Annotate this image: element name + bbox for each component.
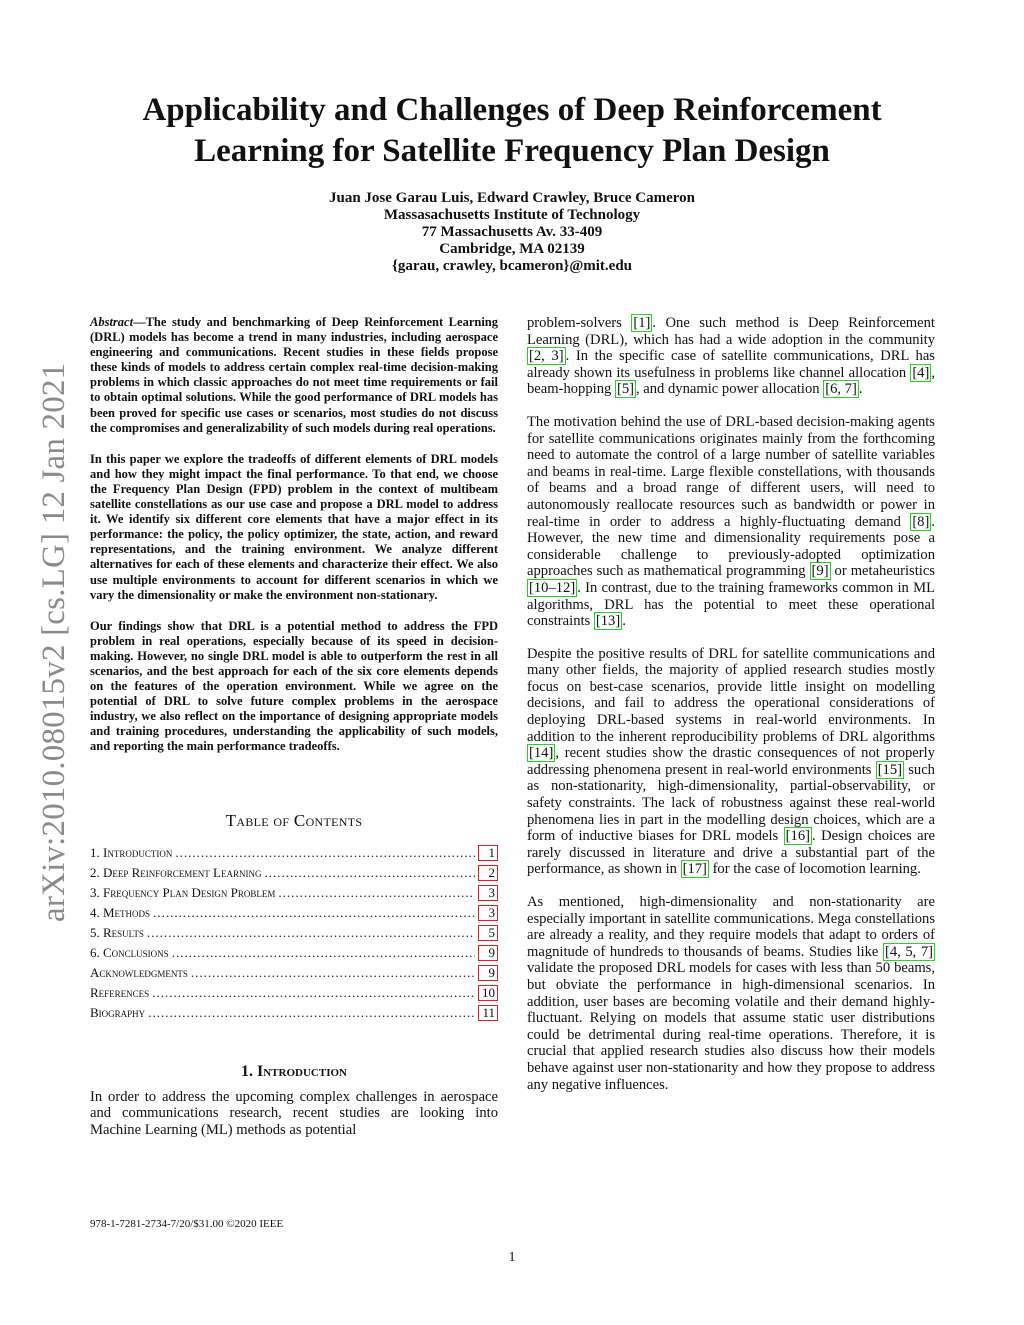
text-run: Despite the positive results of DRL for satellite communications and many other fields, the majority of applied research studies mostly focus on best-case scenarios, provide little insight on modelling decisions, and fail to address the operational considerations of deploying DRL-based systems in real-world environments. In addition to the inherent reproducibility problems of DRL algorithms: [527, 645, 935, 745]
toc-entry-label[interactable]: Acknowledgments: [90, 964, 188, 980]
citation-link[interactable]: [6, 7]: [825, 381, 857, 398]
text-run: , beam-hopping: [527, 364, 935, 398]
right-column: [527, 315, 935, 1109]
author-email[interactable]: {garau, crawley, bcameron}@mit.edu: [391, 258, 633, 274]
text-run: As mentioned, high-dimensionality and non-stationarity are especially important in satellite communications. Mega constellations are already a reality, and they require models that adapt to orders of magnitude of hundreds to thousands of beams. Studies like: [527, 894, 935, 960]
citation-link[interactable]: [14]: [529, 745, 554, 762]
text-run: . In contrast, due to the training frameworks common in ML algorithms, DRL has the potential to meet these operational constraints: [527, 579, 935, 630]
citation-link[interactable]: [8]: [912, 513, 930, 530]
text-run: validate the proposed DRL models for cases with less than 50 beams, but obviate the performance in high-dimensional scenarios. In addition, user bases are becoming volatile and their demand highly-fluctuant. Relying on models that assume static user distributions could be detrimental during real-time operations. Therefore, it is crucial that applied research studies also discuss how their models behave against user non-stationarity and how they propose to address any negative influences.: [527, 960, 935, 1093]
toc-page-link[interactable]: 9: [478, 965, 498, 981]
toc-entry[interactable]: [90, 883, 498, 903]
text-run: , and dynamic power allocation: [635, 381, 824, 398]
toc-entry-label[interactable]: 6. Conclusions: [90, 944, 169, 960]
copyright-notice: 978-1-7281-2734-7/20/$31.00 ©2020 IEEE: [90, 1218, 284, 1230]
abstract-paragraph-3: Our findings show that DRL is a potential method to address the FPD problem in real operations, especially because of its speed in decision-making. However, no single DRL model is able to outperform the rest in all scenarios, and the best approach for each of the six core elements depends on the features of the operation environment. While we agree on the potential of DRL to solve future complex problems in the aerospace industry, we also reflect on the importance of designing appropriate models and training procedures, understanding the applicability of such models, and reporting the main performance tradeoffs.: [90, 618, 498, 754]
citation-link[interactable]: [13]: [595, 613, 621, 630]
toc-page-link[interactable]: 3: [478, 885, 498, 901]
toc-entry-label[interactable]: 2. Deep Reinforcement Learning: [90, 864, 262, 880]
toc-leader: [153, 903, 475, 923]
author-institution: Massasachusetts Institute of Technology: [383, 207, 641, 223]
toc-leader: [265, 863, 476, 883]
text-run: . One such method is Deep Reinforcement Learning (DRL), which has had a wide adoption in the community: [527, 315, 935, 348]
toc-page-link[interactable]: 3: [478, 905, 498, 921]
citation-link[interactable]: [16]: [785, 828, 810, 845]
abstract-text-1: The study and benchmarking of Deep Reinforcement Learning (DRL) models has become a trend in many industries, including aerospace engineering and communications. Recent studies in these fields propose these kinds of models to address certain complex real-time decision-making problems in which classic approaches do not meet time requirements or fail to obtain optimal solutions. While the good performance of DRL models has been proved for specific use cases or scenarios, most studies do not discuss the compromises and generalizability of such models during real operations.: [90, 315, 498, 435]
body-paragraph-4: [527, 894, 935, 1093]
text-run: . Design choices are rarely discussed in literature and drive a substantial part of the performance, as shown in: [527, 828, 936, 878]
toc-leader: [278, 883, 475, 903]
author-block: [200, 190, 824, 275]
citation-link[interactable]: [2, 3]: [529, 348, 564, 365]
left-column: [90, 315, 498, 1154]
citation-link[interactable]: [1]: [633, 315, 651, 331]
toc-leader: [148, 1003, 475, 1023]
toc-entry-label[interactable]: 3. Frequency Plan Design Problem: [90, 884, 276, 900]
toc-entry-label[interactable]: 5. Results: [90, 924, 144, 940]
toc-page-link[interactable]: 10: [478, 985, 498, 1001]
citation-link[interactable]: [10–12]: [529, 579, 576, 596]
arxiv-identifier: arXiv:2010.08015v2 [cs.LG] 12 Jan 2021: [36, 362, 72, 922]
toc-entry[interactable]: [90, 963, 498, 983]
text-run: , recent studies show the drastic consequences of not properly addressing phenomena present in real-world environments: [527, 745, 935, 778]
text-run: .: [858, 381, 863, 398]
toc-page-link[interactable]: 5: [478, 925, 498, 941]
citation-link[interactable]: [5]: [616, 381, 634, 398]
toc-page-link[interactable]: 9: [478, 945, 498, 961]
author-city: Cambridge, MA 02139: [439, 241, 585, 257]
toc-entry[interactable]: [90, 903, 498, 923]
text-run: . However, the new time and dimensionality requirements pose a considerable challenge to previously-adopted optimization approaches such as mathematical programming: [527, 513, 935, 580]
author-address: 77 Massachusetts Av. 33-409: [421, 224, 603, 240]
introduction-text: [90, 1089, 498, 1139]
body-paragraph-1: [527, 315, 935, 398]
abstract-dash: —: [133, 315, 146, 329]
toc-entry-label[interactable]: 1. Introduction: [90, 844, 173, 860]
citation-link[interactable]: [17]: [682, 861, 707, 878]
toc-entry[interactable]: [90, 843, 498, 863]
body-paragraph-2: [527, 414, 935, 630]
author-names: Juan Jose Garau Luis, Edward Crawley, Bruce Cameron: [329, 190, 695, 206]
citation-link[interactable]: [15]: [877, 761, 903, 778]
text-run: . In the specific case of satellite communications, DRL has already shown its usefulness in problems like channel allocation: [527, 348, 935, 381]
text-run: such as non-stationarity, high-dimensionality, partial-observability, or safety constraints. The lack of robustness against these real-world phenomena lies in part in the modelling design choices, which are a form of inductive biases for DRL models: [527, 761, 935, 845]
body-paragraph-3: [527, 646, 935, 878]
text-run: The motivation behind the use of DRL-based decision-making agents for satellite communications originates mainly from the forthcoming need to automate the control of a large number of satellite variables and beams in real-time. Large flexible constellations, with thousands of beams and a broad range of different users, will need to autonomously reallocate resources such as bandwidth or power in real-time in order to address a highly-fluctuating demand: [527, 413, 935, 530]
table-of-contents: [90, 843, 498, 1023]
text-run: or metaheuristics: [830, 563, 935, 580]
text-run: .: [622, 613, 626, 630]
text-run: problem-solvers: [527, 315, 632, 331]
abstract-paragraph-1: [90, 315, 498, 436]
abstract: [90, 315, 498, 755]
toc-entry[interactable]: [90, 943, 498, 963]
toc-page-link[interactable]: 11: [478, 1005, 498, 1021]
paper-title: Applicability and Challenges of Deep Reinforcement Learning for Satellite Frequency Plan Design: [142, 92, 882, 169]
toc-leader: [191, 963, 475, 983]
toc-entry-label[interactable]: 4. Methods: [90, 904, 151, 920]
citation-link[interactable]: [4, 5, 7]: [884, 943, 933, 960]
abstract-lead: Abstract: [90, 315, 134, 329]
toc-page-link[interactable]: 2: [478, 865, 498, 881]
toc-leader: [147, 923, 475, 943]
toc-entry-label[interactable]: References: [90, 984, 150, 1000]
toc-entry[interactable]: [90, 923, 498, 943]
text-run: for the case of locomotion learning.: [708, 861, 921, 878]
toc-entry[interactable]: [90, 983, 498, 1003]
citation-link[interactable]: [9]: [811, 563, 829, 580]
page-number: 1: [508, 1250, 516, 1265]
toc-leader: [152, 983, 475, 1003]
introduction-paragraph-1: In order to address the upcoming complex challenges in aerospace and communications research, recent studies are looking into Machine Learning (ML) methods as potential: [90, 1088, 498, 1138]
toc-entry-label[interactable]: Biography: [90, 1004, 146, 1020]
citation-link[interactable]: [4]: [912, 364, 930, 381]
toc-entry[interactable]: [90, 1003, 498, 1023]
abstract-paragraph-2: In this paper we explore the tradeoffs of different elements of DRL models and how they might impact the final performance. To that end, we choose the Frequency Plan Design (FPD) problem in the context of multibeam satellite constellations as our use case and propose a DRL model to address it. We identify six different core elements that have a major effect in its performance: the policy, the policy optimizer, the state, action, and reward representations, and the training environment. We analyze different alternatives for each of these elements and characterize their effect. We also use multiple environments to account for different scenarios in which we vary the dimensionality or make the environment non-stationary.: [90, 451, 498, 602]
section-heading-introduction: 1. Introduction: [241, 1062, 347, 1080]
toc-page-link[interactable]: 1: [478, 845, 498, 861]
toc-leader: [172, 943, 475, 963]
toc-heading: Table of Contents: [225, 810, 363, 830]
toc-entry[interactable]: [90, 863, 498, 883]
toc-leader: [175, 843, 475, 863]
